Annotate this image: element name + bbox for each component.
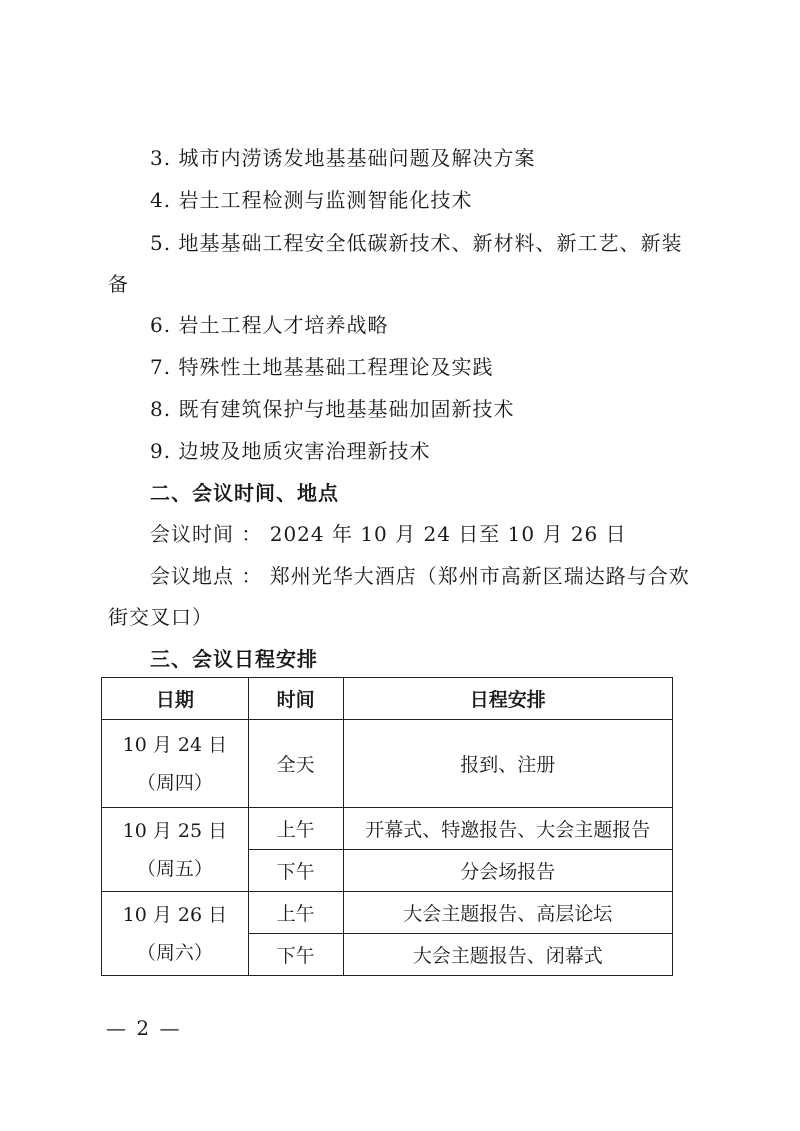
date: 10 月 24 日 — [122, 733, 228, 756]
agenda-cell: 大会主题报告、高层论坛 — [343, 892, 672, 934]
weekday: （周五） — [136, 857, 213, 880]
topic-8: 8. 既有建筑保护与地基基础加固新技术 — [150, 397, 515, 421]
date-cell — [102, 720, 249, 808]
table-header-row — [102, 678, 673, 720]
time-cell: 上午 — [248, 892, 343, 934]
meeting-venue-continuation: 街交叉口） — [108, 605, 213, 629]
agenda-cell: 开幕式、特邀报告、大会主题报告 — [343, 808, 672, 850]
agenda-cell: 分会场报告 — [343, 850, 672, 892]
weekday: （周四） — [136, 771, 213, 794]
section-2-heading: 二、会议时间、地点 — [150, 481, 339, 505]
topic-7: 7. 特殊性土地基基础工程理论及实践 — [150, 355, 494, 379]
topic-3: 3. 城市内涝诱发地基基础问题及解决方案 — [150, 146, 536, 170]
table-row — [102, 808, 673, 850]
date: 10 月 26 日 — [122, 903, 228, 926]
topic-5-continuation: 备 — [108, 272, 129, 296]
time-cell: 全天 — [248, 720, 343, 808]
date-cell — [102, 808, 249, 892]
date-cell — [102, 892, 249, 976]
topic-9: 9. 边坡及地质灾害治理新技术 — [150, 439, 431, 463]
time-cell: 下午 — [248, 934, 343, 976]
meeting-time: 会议时间 ： 2024 年 10 月 24 日至 10 月 26 日 — [150, 522, 627, 546]
time-cell: 上午 — [248, 808, 343, 850]
topic-4: 4. 岩土工程检测与监测智能化技术 — [150, 188, 473, 212]
header-time: 时间 — [248, 678, 343, 720]
agenda-cell: 大会主题报告、闭幕式 — [343, 934, 672, 976]
topic-5: 5. 地基基础工程安全低碳新技术、新材料、新工艺、新装 — [150, 231, 683, 255]
page-number: — 2 — — [106, 1016, 182, 1040]
section-3-heading: 三、会议日程安排 — [150, 647, 318, 671]
schedule-table — [101, 677, 673, 976]
date: 10 月 25 日 — [122, 819, 228, 842]
weekday: （周六） — [136, 941, 213, 964]
topic-6: 6. 岩土工程人才培养战略 — [150, 313, 389, 337]
meeting-venue: 会议地点 ： 郑州光华大酒店（郑州市高新区瑞达路与合欢 — [150, 564, 690, 588]
header-agenda: 日程安排 — [343, 678, 672, 720]
header-date: 日期 — [102, 678, 249, 720]
table-row — [102, 720, 673, 808]
table-row — [102, 892, 673, 934]
time-cell: 下午 — [248, 850, 343, 892]
agenda-cell: 报到、注册 — [343, 720, 672, 808]
